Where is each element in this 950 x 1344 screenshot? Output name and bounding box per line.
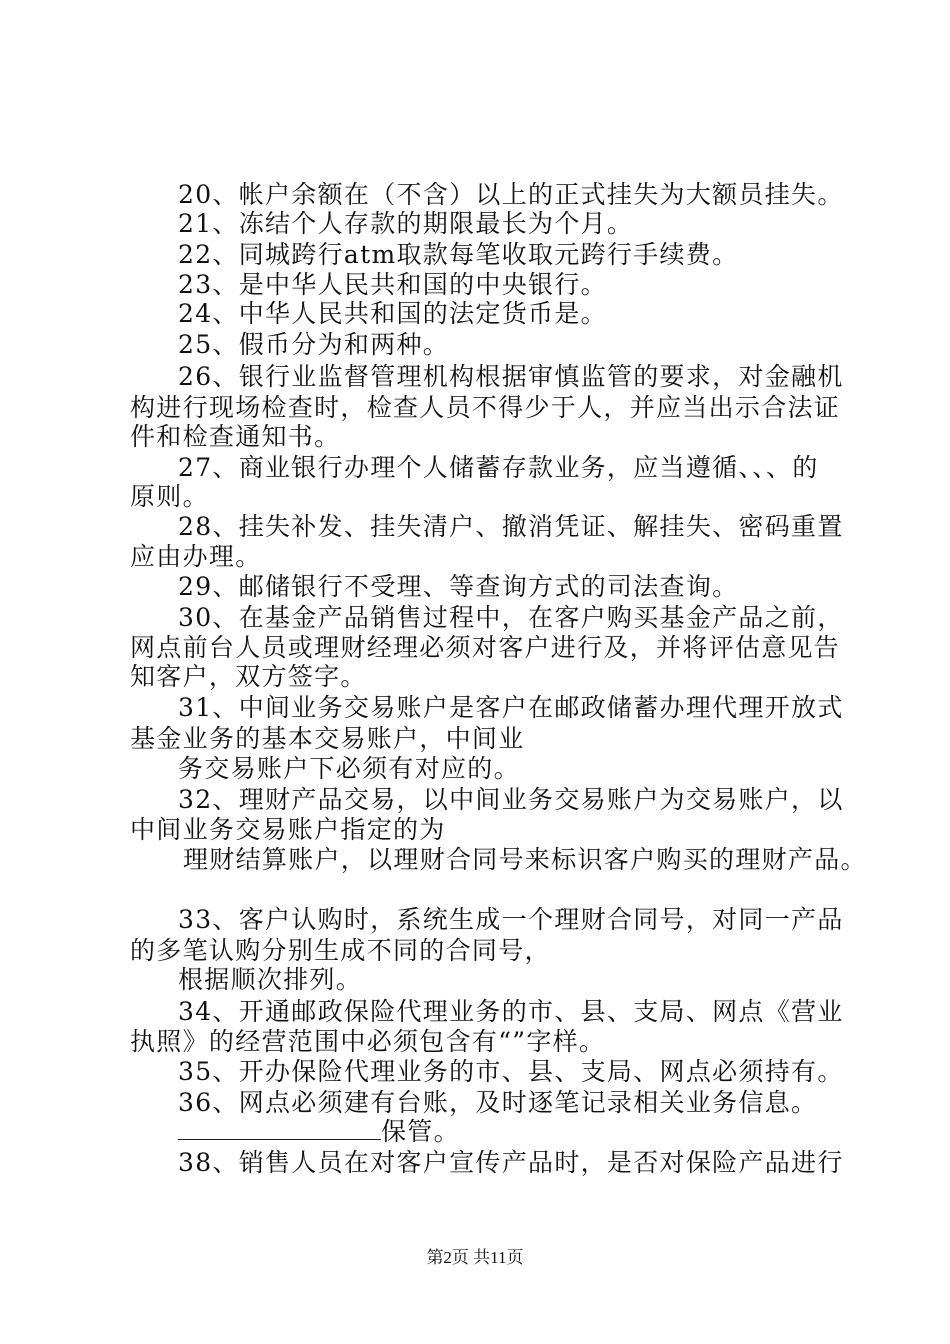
text-line: 26、银行业监督管理机构根据审慎监管的要求，对金融机 — [178, 362, 844, 391]
text-line: 25、假币分为和两种。 — [178, 330, 450, 359]
text-line: 32、理财产品交易，以中间业务交易账户为交易账户，以 — [178, 785, 844, 814]
text-line: 执照》的经营范围中必须包含有“”字样。 — [130, 1027, 606, 1056]
fill-in-blank — [178, 1117, 381, 1140]
text-line: 基金业务的基本交易账户，中间业 — [130, 724, 525, 753]
text-line: 28、挂失补发、挂失清户、撤消凭证、解挂失、密码重置 — [178, 512, 844, 541]
text-line: 网点前台人员或理财经理必须对客户进行及，并将评估意见告 — [130, 633, 841, 662]
text-fragment: 保管。 — [381, 1117, 460, 1146]
text-line: 29、邮储银行不受理、等查询方式的司法查询。 — [178, 572, 739, 601]
text-line: 的多笔认购分别生成不同的合同号， — [130, 936, 551, 965]
text-line: 务交易账户下必须有对应的。 — [178, 754, 520, 783]
text-line: 知客户，双方签字。 — [130, 662, 367, 691]
text-line: 根据顺次排列。 — [178, 965, 363, 994]
text-line: 24、中华人民共和国的法定货币是。 — [178, 299, 607, 328]
text-line: 21、冻结个人存款的期限最长为个月。 — [178, 209, 634, 238]
text-line: 23、是中华人民共和国的中央银行。 — [178, 270, 607, 299]
text-line: 构进行现场检查时，检查人员不得少于人，并应当出示合法证 — [130, 393, 841, 422]
text-line: 33、客户认购时，系统生成一个理财合同号，对同一产品 — [178, 905, 844, 934]
page-footer: 第2页 共11页 — [426, 1248, 524, 1267]
text-line-with-blank — [178, 1117, 460, 1147]
text-line: 中间业务交易账户指定的为 — [130, 815, 446, 844]
text-line: 35、开办保险代理业务的市、县、支局、网点必须持有。 — [178, 1057, 844, 1086]
text-line: 38、销售人员在对客户宣传产品时，是否对保险产品进行 — [178, 1148, 844, 1177]
text-line: 34、开通邮政保险代理业务的市、县、支局、网点《营业 — [178, 997, 844, 1026]
text-line: 原则。 — [130, 482, 209, 511]
text-line: 应由办理。 — [130, 542, 262, 571]
text-line: 20、帐户余额在（不含）以上的正式挂失为大额员挂失。 — [178, 180, 844, 209]
text-line: 27、商业银行办理个人储蓄存款业务，应当遵循、、、的 — [178, 453, 819, 482]
text-line: 件和检查通知书。 — [130, 422, 341, 451]
text-line: 22、同城跨行atm取款每笔收取元跨行手续费。 — [178, 240, 739, 269]
text-line: 理财结算账户，以理财合同号来标识客户购买的理财产品。 — [183, 845, 867, 874]
text-line: 31、中间业务交易账户是客户在邮政储蓄办理代理开放式 — [178, 693, 844, 722]
text-line: 36、网点必须建有台账，及时逐笔记录相关业务信息。 — [178, 1088, 818, 1117]
text-line: 30、在基金产品销售过程中，在客户购买基金产品之前， — [178, 603, 844, 632]
